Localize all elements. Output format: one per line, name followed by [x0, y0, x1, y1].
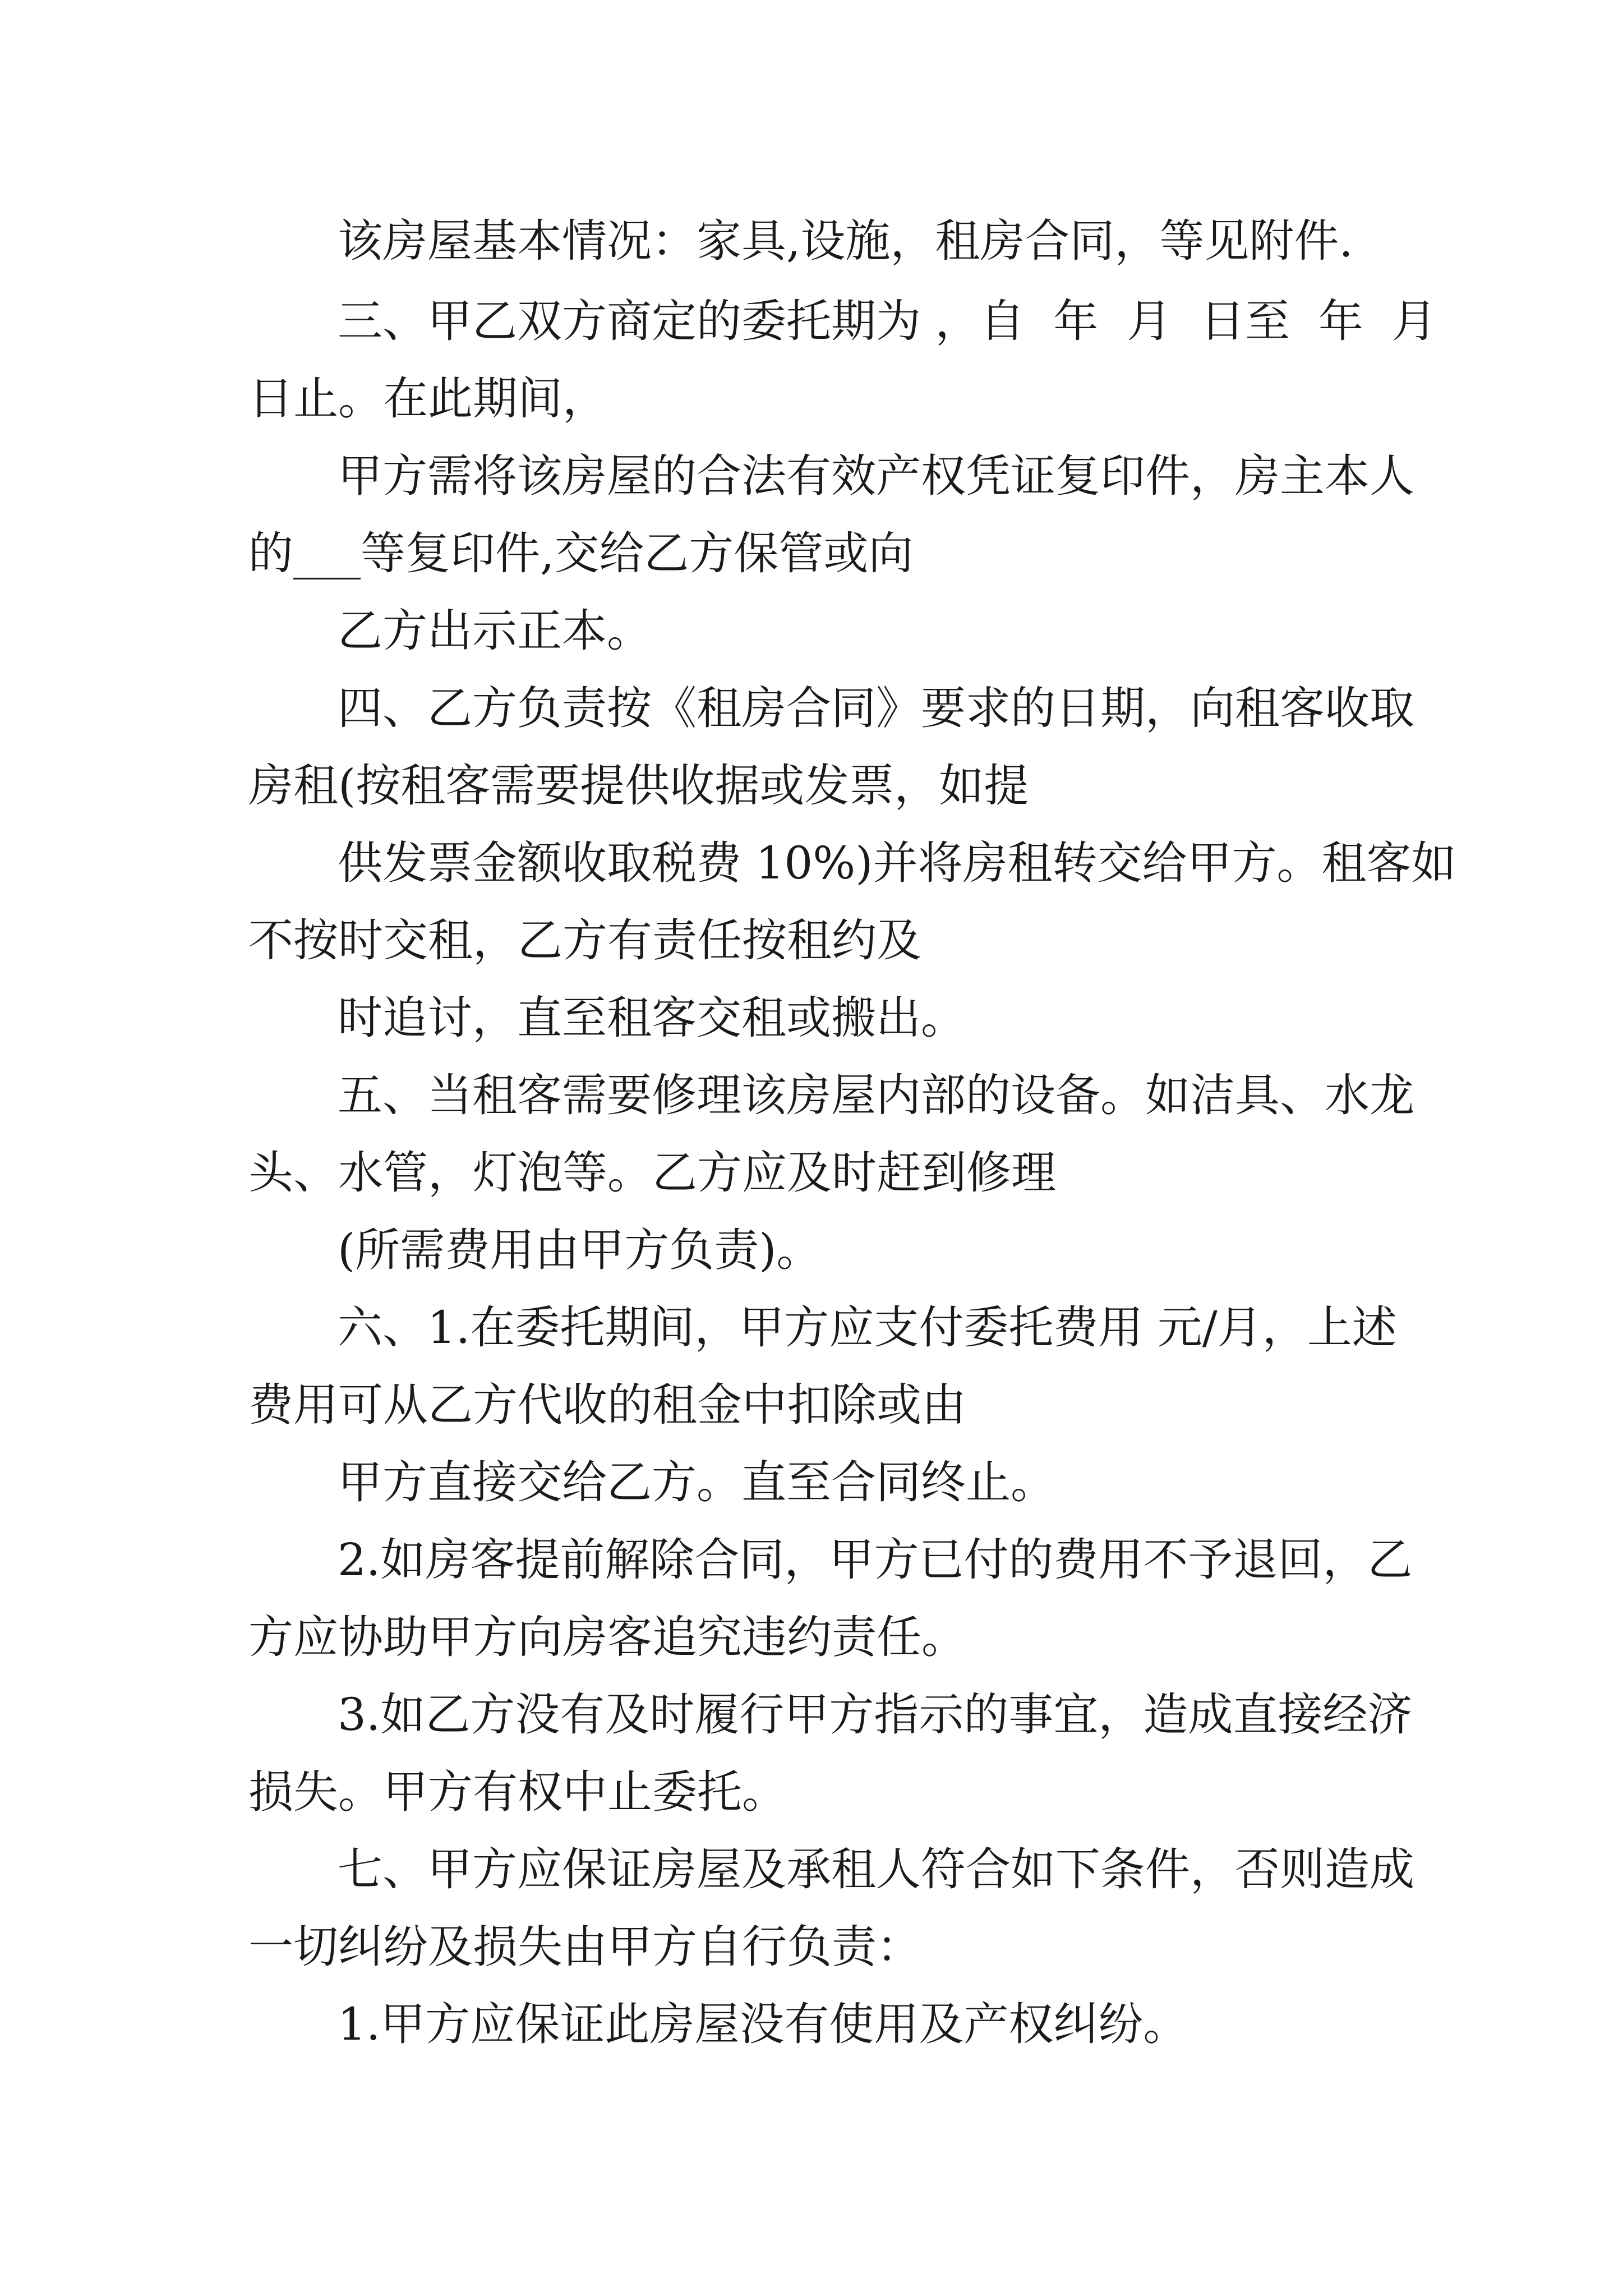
text-line: 五、当租客需要修理该房屋内部的设备。如洁具、水龙	[338, 1069, 1414, 1121]
text-line: 四、乙方负责按《租房合同》要求的日期，向租客收取	[338, 682, 1414, 734]
text-line: 损失。甲方有权中止委托。	[248, 1766, 787, 1818]
text-line: 房租(按租客需要提供收据或发票，如提	[248, 760, 1029, 812]
text-line: 3.如乙方没有及时履行甲方指示的事宜，造成直接经济	[338, 1688, 1413, 1741]
text-line: (所需费用由甲方负责)。	[338, 1224, 822, 1276]
text-line: 六、1.在委托期间，甲方应支付委托费用 元/月，上述	[338, 1301, 1397, 1354]
text-line: 不按时交租，乙方有责任按租约及	[248, 914, 921, 967]
text-line: 方应协助甲方向房客追究违约责任。	[248, 1611, 966, 1663]
text-line: 日止。在此期间，	[248, 372, 607, 425]
text-line: 供发票金额收取税费 10%)并将房租转交给甲方。租客如	[338, 837, 1456, 889]
text-line: 一切纠纷及损失由甲方自行负责：	[248, 1921, 921, 1973]
text-line: 费用可从乙方代收的租金中扣除或由	[248, 1379, 966, 1431]
text-line: 该房屋基本情况：家具,设施，租房合同，等见附件.	[338, 215, 1353, 267]
text-line: 甲方需将该房屋的合法有效产权凭证复印件，房主本人	[338, 450, 1414, 502]
text-line: 甲方直接交给乙方。直至合同终止。	[338, 1456, 1055, 1508]
text-line: 时追讨，直至租客交租或搬出。	[338, 992, 966, 1044]
text-line: 1.甲方应保证此房屋没有使用及产权纠纷。	[338, 1998, 1188, 2050]
text-line: 的___等复印件,交给乙方保管或向	[248, 527, 914, 579]
text-line: 乙方出示正本。	[338, 605, 652, 657]
text-line: 七、甲方应保证房屋及承租人符合如下条件，否则造成	[338, 1843, 1414, 1895]
text-line: 三、甲乙双方商定的委托期为 ，自 年 月 日至 年 月	[338, 295, 1437, 347]
text-line: 2.如房客提前解除合同，甲方已付的费用不予退回，乙	[338, 1534, 1413, 1586]
text-line: 头、水管，灯泡等。乙方应及时赶到修理	[248, 1147, 1056, 1199]
